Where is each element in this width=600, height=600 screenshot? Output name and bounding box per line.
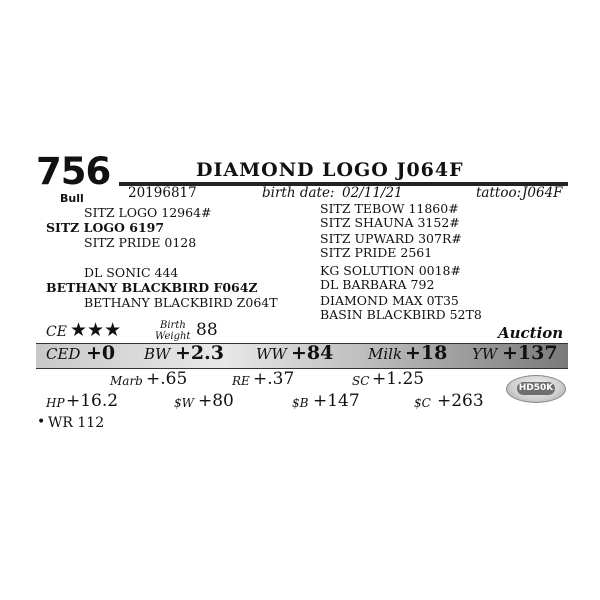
note-text: WR 112 <box>48 415 105 431</box>
pedigree-right-2: SITZ SHAUNA 3152# <box>320 215 460 230</box>
epd-ww-label: WW <box>256 345 287 363</box>
birth-weight-value: 88 <box>196 320 218 340</box>
pedigree-right-3: SITZ UPWARD 307R# <box>320 231 462 246</box>
pedigree-right-6: DL BARBARA 792 <box>320 277 435 292</box>
pedigree-dam-sire: DL SONIC 444 <box>84 265 179 280</box>
pedigree-right-5: KG SOLUTION 0018# <box>320 263 461 278</box>
index-b-value: +147 <box>313 391 360 411</box>
index-hp-label: HP <box>46 396 65 410</box>
ce-stars: ★★★ <box>70 319 122 341</box>
marb-value: +.65 <box>146 369 188 389</box>
ce-label: CE <box>46 324 67 340</box>
registration-number: 20196817 <box>128 185 197 201</box>
index-hp-value: +16.2 <box>66 391 119 411</box>
birth-date-label: birth date: <box>262 185 335 201</box>
sex-label: Bull <box>60 192 84 205</box>
tattoo-value: J064F <box>522 185 563 201</box>
epd-milk-value: +18 <box>405 342 448 364</box>
auction-label: Auction <box>498 324 564 342</box>
hd50k-badge <box>506 375 566 403</box>
index-w-label: $W <box>174 396 194 410</box>
index-w-value: +80 <box>198 391 234 411</box>
pedigree-dam: BETHANY BLACKBIRD F064Z <box>46 280 258 295</box>
pedigree-sire-dam: SITZ PRIDE 0128 <box>84 235 197 250</box>
epd-yw-value: +137 <box>502 342 558 364</box>
birth-date-value: 02/11/21 <box>342 185 403 201</box>
pedigree-right-1: SITZ TEBOW 11860# <box>320 201 459 216</box>
tattoo-label: tattoo: <box>476 185 522 201</box>
birth-weight-label-2: Weight <box>155 331 191 342</box>
index-c-label: $C <box>414 396 431 410</box>
hd50k-badge-text: HD50K <box>518 383 554 393</box>
pedigree-sire: SITZ LOGO 6197 <box>46 220 165 235</box>
index-b-label: $B <box>292 396 309 410</box>
lot-number: 756 <box>36 150 111 193</box>
index-c-value: +263 <box>437 391 484 411</box>
pedigree-right-7: DIAMOND MAX 0T35 <box>320 293 459 308</box>
pedigree-dam-dam: BETHANY BLACKBIRD Z064T <box>84 295 278 310</box>
epd-ced-value: +0 <box>86 342 116 364</box>
note-bullet: • <box>37 414 46 430</box>
sc-value: +1.25 <box>372 369 425 389</box>
re-label: RE <box>232 374 250 388</box>
epd-ced-label: CED <box>46 345 81 363</box>
epd-ww-value: +84 <box>291 342 334 364</box>
marb-label: Marb <box>110 374 143 388</box>
epd-bw-label: BW <box>144 345 171 363</box>
epd-milk-label: Milk <box>368 345 403 363</box>
epd-yw-label: YW <box>472 345 498 363</box>
pedigree-right-4: SITZ PRIDE 2561 <box>320 245 433 260</box>
pedigree-sire-sire: SITZ LOGO 12964# <box>84 205 212 220</box>
sc-label: SC <box>352 374 370 388</box>
pedigree-right-8: BASIN BLACKBIRD 52T8 <box>320 307 482 322</box>
epd-bw-value: +2.3 <box>175 342 224 364</box>
re-value: +.37 <box>253 369 295 389</box>
animal-name: DIAMOND LOGO J064F <box>196 159 464 181</box>
birth-weight-label-1: Birth <box>160 320 186 331</box>
